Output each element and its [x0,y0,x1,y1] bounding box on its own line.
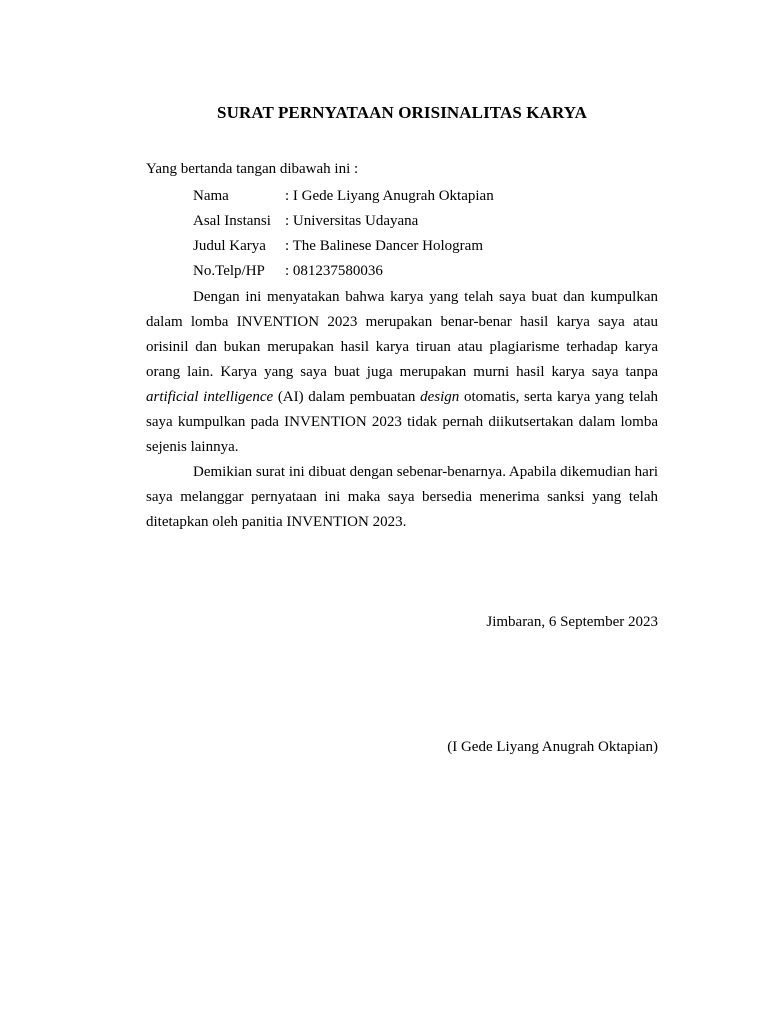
place-date: Jimbaran, 6 September 2023 [486,614,658,630]
field-label: No.Telp/HP [193,263,265,279]
field-row-telp [193,261,494,286]
identity-fields [193,186,494,286]
statement-paragraph [146,285,658,460]
paragraph-text: (AI) dalam pembuatan [273,389,421,405]
paragraph-text: otomatis, serta karya yang telah saya kumpulkan pada INVENTION 2023 tidak pernah diikutsertakan dalam lomba sejenis lainnya. [146,389,658,455]
italic-term: design [420,389,460,405]
paragraph-text: Dengan ini menyatakan bahwa karya yang telah saya buat dan kumpulkan dalam lomba INVENTION 2023 merupakan benar-benar hasil karya saya atau orisinil dan bukan merupakan hasil karya tiruan atau plagiarisme terhadap karya orang lain. Karya yang saya buat juga merupakan murni hasil karya saya tanpa [146,289,658,380]
signer-name: (I Gede Liyang Anugrah Oktapian) [447,739,658,755]
field-row-judul-karya [193,236,494,261]
field-label: Asal Instansi [193,213,271,229]
field-label: Nama [193,188,229,204]
field-value: : I Gede Liyang Anugrah Oktapian [285,188,494,204]
italic-term: artificial intelligence [146,389,274,405]
statement-body [146,285,658,535]
intro-text: Yang bertanda tangan dibawah ini : [146,161,359,177]
field-value: : Universitas Udayana [285,213,419,229]
field-value: : The Balinese Dancer Hologram [285,238,483,254]
field-value: : 081237580036 [285,263,383,279]
field-row-nama [193,186,494,211]
closing-paragraph: Demikian surat ini dibuat dengan sebenar-benarnya. Apabila dikemudian hari saya melanggar pernyataan ini maka saya bersedia menerima sanksi yang telah ditetapkan oleh panitia INVENTION 2023. [146,464,658,530]
document-title: SURAT PERNYATAAN ORISINALITAS KARYA [217,103,587,122]
field-label: Judul Karya [193,238,266,254]
field-row-asal-instansi [193,211,494,236]
